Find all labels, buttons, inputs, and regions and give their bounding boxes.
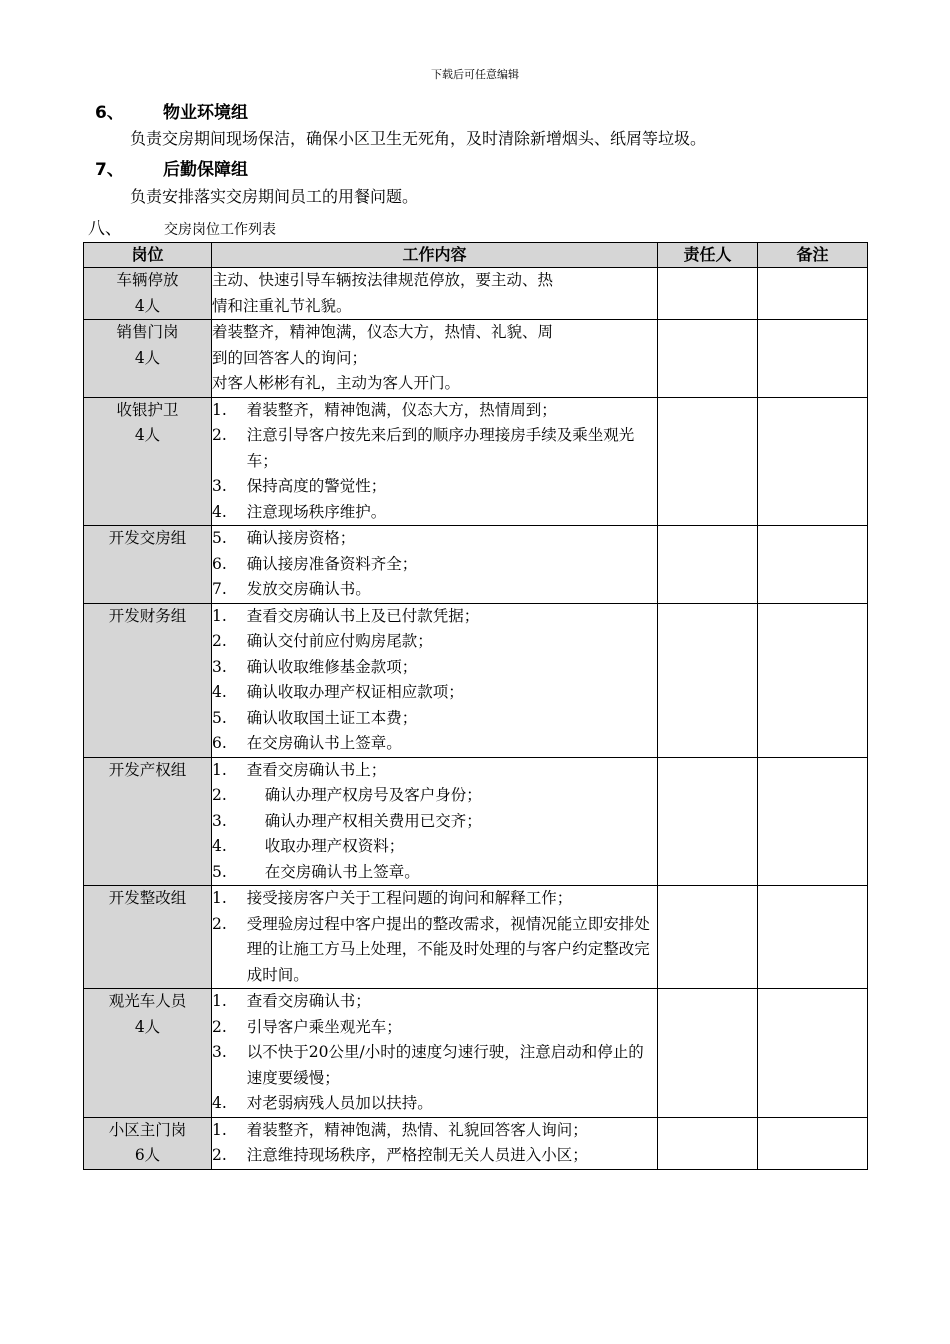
table-row bbox=[84, 1117, 868, 1169]
section-7-body: 负责安排落实交房期间员工的用餐问题。 bbox=[130, 187, 419, 206]
list-item-number: 4. bbox=[212, 502, 227, 521]
list-item-number: 2. bbox=[212, 632, 227, 650]
list-item-text: 查看交房确认书上； bbox=[246, 760, 387, 779]
list-item bbox=[212, 1091, 657, 1117]
notes-cell bbox=[758, 320, 868, 398]
list-item-text: 确认办理产权相关费用已交齐； bbox=[264, 811, 482, 830]
position-cell bbox=[84, 526, 212, 604]
list-item-text: 受理验房过程中客户提出的整改需求，视情况能立即安排处理的让施工方马上处理，不能及时处理的与客户约定整改完成时间。 bbox=[246, 914, 650, 984]
list-item bbox=[212, 474, 657, 500]
list-item-text: 查看交房确认书； bbox=[246, 992, 371, 1010]
position-name: 小区主门岗 bbox=[108, 1120, 187, 1139]
list-item-number: 4. bbox=[212, 683, 227, 701]
section-6-number: 6、 bbox=[95, 103, 124, 123]
table-row bbox=[84, 320, 868, 398]
list-item-gap bbox=[227, 680, 247, 706]
list-item bbox=[212, 500, 657, 526]
list-item-number: 3. bbox=[212, 657, 227, 676]
list-item-number: 1. bbox=[212, 400, 227, 419]
list-item-gap bbox=[227, 758, 247, 784]
list-item-text: 确认交付前应付购房尾款； bbox=[246, 632, 433, 650]
notes-cell bbox=[758, 397, 868, 526]
list-item-text: 以不快于20公里/小时的速度匀速行驶，注意启动和停止的速度要缓慢； bbox=[246, 1043, 644, 1087]
content-cell bbox=[212, 397, 658, 526]
position-cell bbox=[84, 1117, 212, 1169]
list-item bbox=[212, 758, 657, 784]
position-cell bbox=[84, 268, 212, 320]
list-item-gap bbox=[227, 989, 247, 1015]
list-item-text: 接受接房客户关于工程问题的询问和解释工作； bbox=[246, 889, 573, 907]
list-item-number: 2. bbox=[212, 426, 227, 444]
list-item-text: 着装整齐，精神饱满，仪态大方，热情周到； bbox=[246, 400, 557, 419]
position-headcount: 4人 bbox=[134, 1017, 161, 1036]
list-item-gap bbox=[227, 860, 265, 886]
table-row bbox=[84, 886, 868, 989]
list-item-text: 注意引导客户按先来后到的顺序办理接房手续及乘坐观光车； bbox=[246, 426, 635, 470]
responsible-cell bbox=[658, 397, 758, 526]
list-item-text: 确认收取维修基金款项； bbox=[246, 657, 418, 676]
list-item-text: 收取办理产权资料； bbox=[264, 837, 405, 855]
responsible-cell bbox=[658, 603, 758, 757]
notes-cell bbox=[758, 989, 868, 1118]
list-item bbox=[212, 423, 657, 474]
header-content: 工作内容 bbox=[212, 243, 658, 268]
responsible-cell bbox=[658, 268, 758, 320]
list-item-gap bbox=[227, 423, 247, 474]
list-item-gap bbox=[227, 1015, 247, 1041]
list-item bbox=[212, 989, 657, 1015]
list-item-number: 6. bbox=[212, 554, 227, 573]
list-item bbox=[212, 834, 657, 860]
list-item-gap bbox=[227, 783, 265, 809]
notes-cell bbox=[758, 757, 868, 886]
content-cell bbox=[212, 1117, 658, 1169]
responsible-cell bbox=[658, 886, 758, 989]
list-item-number: 1. bbox=[212, 889, 227, 907]
list-item-number: 6. bbox=[212, 734, 227, 752]
list-item-text: 保持高度的警觉性； bbox=[246, 477, 387, 495]
notes-cell bbox=[758, 268, 868, 320]
list-item bbox=[212, 398, 657, 424]
list-item bbox=[212, 860, 657, 886]
table-row bbox=[84, 268, 868, 320]
list-item-gap bbox=[227, 1091, 247, 1117]
list-item-text: 确认收取国土证工本费； bbox=[246, 708, 418, 727]
content-line: 到的回答客人的询问； bbox=[212, 348, 368, 367]
list-item bbox=[212, 1143, 657, 1169]
position-cell bbox=[84, 989, 212, 1118]
table-row bbox=[84, 757, 868, 886]
list-item-text: 确认办理产权房号及客户身份； bbox=[264, 786, 482, 804]
notes-cell bbox=[758, 526, 868, 604]
section-8-number: 八、 bbox=[88, 219, 122, 239]
content-line: 主动、快速引导车辆按法律规范停放，要主动、热 bbox=[212, 271, 554, 289]
list-item bbox=[212, 655, 657, 681]
section-7-title bbox=[95, 155, 248, 180]
table-row bbox=[84, 397, 868, 526]
content-line: 对客人彬彬有礼，主动为客人开门。 bbox=[212, 374, 461, 392]
list-item-text: 在交房确认书上签章。 bbox=[264, 862, 420, 881]
responsible-cell bbox=[658, 526, 758, 604]
list-item-gap bbox=[227, 731, 247, 757]
list-item-number: 7. bbox=[212, 580, 227, 598]
list-item-gap bbox=[227, 706, 247, 732]
list-item-number: 1. bbox=[212, 760, 227, 779]
list-item bbox=[212, 552, 657, 578]
list-item bbox=[212, 680, 657, 706]
responsible-cell bbox=[658, 1117, 758, 1169]
list-item-text: 在交房确认书上签章。 bbox=[246, 734, 402, 752]
content-cell bbox=[212, 989, 658, 1118]
notes-cell bbox=[758, 886, 868, 989]
list-item-text: 确认接房准备资料齐全； bbox=[246, 554, 418, 573]
position-name: 收银护卫 bbox=[116, 400, 179, 419]
list-item-gap bbox=[227, 834, 265, 860]
list-item-gap bbox=[227, 1143, 247, 1169]
list-item-gap bbox=[227, 526, 247, 552]
table-row bbox=[84, 989, 868, 1118]
content-line: 情和注重礼节礼貌。 bbox=[212, 296, 352, 315]
list-item-gap bbox=[227, 398, 247, 424]
section-6-title bbox=[95, 98, 248, 123]
list-item-text: 确认收取办理产权证相应款项； bbox=[246, 683, 464, 701]
list-item-number: 2. bbox=[212, 1146, 227, 1164]
list-item-number: 5. bbox=[212, 708, 227, 727]
section-6-heading: 物业环境组 bbox=[163, 103, 248, 123]
list-item bbox=[212, 629, 657, 655]
list-item-number: 5. bbox=[212, 529, 227, 547]
position-headcount: 6人 bbox=[134, 1146, 161, 1164]
job-table-body bbox=[84, 268, 868, 1170]
list-item-text: 注意现场秩序维护。 bbox=[246, 502, 387, 521]
position-headcount: 4人 bbox=[134, 348, 161, 367]
list-item-number: 3. bbox=[212, 1043, 227, 1061]
position-headcount: 4人 bbox=[134, 296, 161, 315]
list-item-gap bbox=[227, 474, 247, 500]
list-item-number: 3. bbox=[212, 477, 227, 495]
table-row bbox=[84, 603, 868, 757]
position-headcount: 4人 bbox=[134, 426, 161, 444]
position-cell bbox=[84, 886, 212, 989]
list-item-number: 1. bbox=[212, 606, 227, 625]
section-7-number: 7、 bbox=[95, 160, 124, 180]
list-item-text: 对老弱病残人员加以扶持。 bbox=[246, 1094, 433, 1112]
list-item bbox=[212, 886, 657, 912]
list-item-gap bbox=[227, 912, 247, 989]
notes-cell bbox=[758, 1117, 868, 1169]
list-item-gap bbox=[227, 604, 247, 630]
list-item bbox=[212, 706, 657, 732]
list-item bbox=[212, 1015, 657, 1041]
list-item bbox=[212, 1040, 657, 1091]
list-item-text: 着装整齐，精神饱满，热情、礼貌回答客人询问； bbox=[246, 1120, 588, 1139]
list-item-number: 3. bbox=[212, 811, 227, 830]
list-item-number: 2. bbox=[212, 914, 227, 933]
section-8-title bbox=[88, 214, 276, 239]
table-header-row bbox=[84, 243, 868, 268]
list-item-gap bbox=[227, 1118, 247, 1144]
responsible-cell bbox=[658, 989, 758, 1118]
position-name: 车辆停放 bbox=[116, 271, 179, 289]
list-item-number: 2. bbox=[212, 786, 227, 804]
content-cell bbox=[212, 886, 658, 989]
list-item-text: 发放交房确认书。 bbox=[246, 580, 371, 598]
list-item-text: 确认接房资格； bbox=[246, 529, 356, 547]
content-cell bbox=[212, 320, 658, 398]
job-table bbox=[83, 242, 868, 1170]
list-item-gap bbox=[227, 500, 247, 526]
header-responsible: 责任人 bbox=[658, 243, 758, 268]
list-item bbox=[212, 577, 657, 603]
section-6-body: 负责交房期间现场保洁，确保小区卫生无死角，及时清除新增烟头、纸屑等垃圾。 bbox=[130, 129, 707, 148]
position-cell bbox=[84, 397, 212, 526]
list-item-gap bbox=[227, 655, 247, 681]
list-item-number: 5. bbox=[212, 862, 227, 881]
content-cell bbox=[212, 268, 658, 320]
responsible-cell bbox=[658, 320, 758, 398]
responsible-cell bbox=[658, 757, 758, 886]
list-item-gap bbox=[227, 577, 247, 603]
content-cell bbox=[212, 603, 658, 757]
section-8-heading: 交房岗位工作列表 bbox=[164, 222, 276, 238]
content-line: 着装整齐，精神饱满，仪态大方，热情、礼貌、周 bbox=[212, 323, 554, 341]
content-cell bbox=[212, 757, 658, 886]
list-item-text: 查看交房确认书上及已付款凭据； bbox=[246, 606, 480, 625]
header-position: 岗位 bbox=[84, 243, 212, 268]
header-notes: 备注 bbox=[758, 243, 868, 268]
list-item-number: 4. bbox=[212, 1094, 227, 1112]
position-name: 开发财务组 bbox=[108, 606, 187, 625]
list-item-number: 2. bbox=[212, 1017, 227, 1036]
position-cell bbox=[84, 757, 212, 886]
position-name: 观光车人员 bbox=[108, 992, 187, 1010]
list-item bbox=[212, 604, 657, 630]
position-cell bbox=[84, 603, 212, 757]
list-item-text: 引导客户乘坐观光车； bbox=[246, 1017, 402, 1036]
list-item bbox=[212, 783, 657, 809]
table-row bbox=[84, 526, 868, 604]
list-item bbox=[212, 1118, 657, 1144]
list-item-gap bbox=[227, 809, 265, 835]
list-item-number: 1. bbox=[212, 992, 227, 1010]
list-item bbox=[212, 809, 657, 835]
position-name: 开发交房组 bbox=[108, 529, 187, 547]
list-item-gap bbox=[227, 552, 247, 578]
list-item-gap bbox=[227, 1040, 247, 1091]
list-item-gap bbox=[227, 629, 247, 655]
list-item-number: 4. bbox=[212, 837, 227, 855]
position-name: 销售门岗 bbox=[116, 323, 179, 341]
header-note: 下载后可任意编辑 bbox=[431, 68, 519, 81]
position-cell bbox=[84, 320, 212, 398]
list-item-gap bbox=[227, 886, 247, 912]
list-item bbox=[212, 526, 657, 552]
notes-cell bbox=[758, 603, 868, 757]
list-item bbox=[212, 912, 657, 989]
list-item bbox=[212, 731, 657, 757]
section-7-heading: 后勤保障组 bbox=[163, 160, 248, 180]
position-name: 开发产权组 bbox=[108, 760, 187, 779]
content-cell bbox=[212, 526, 658, 604]
position-name: 开发整改组 bbox=[108, 889, 187, 907]
list-item-text: 注意维持现场秩序，严格控制无关人员进入小区； bbox=[246, 1146, 588, 1164]
list-item-number: 1. bbox=[212, 1120, 227, 1139]
